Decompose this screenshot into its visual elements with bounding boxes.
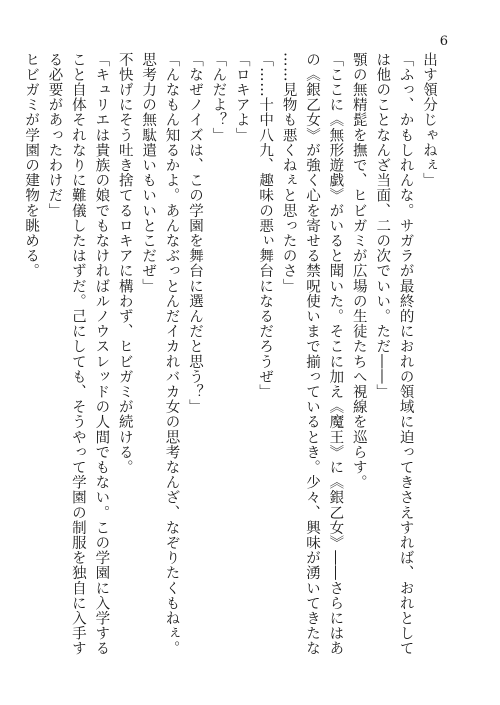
text-line: 「ロキアよ」 [233,52,250,143]
text-line: こと自体それなりに難儀したはずだ。己にしても、そうやって学園の制服を独自に入手す [69,52,86,656]
text-line: 「……十中八九、趣味の悪ぃ舞台になるだろうぜ」 [257,52,274,400]
text-line: 思考力の無駄遣いもいいとこだぜ」 [140,52,157,294]
text-line: 「ふっ、かもしれんな。サガラが最終的におれの領域に迫ってきさえすれば、おれとして [397,52,414,656]
text-line: 顎の無精髭を撫で、ヒビガミが広場の生徒たちへ視線を巡らす。 [350,52,367,490]
vertical-text-body [19,52,440,672]
text-line: 「なぜノイズは、この学園を舞台に選んだと思う？」 [186,52,203,415]
text-line: 出す領分じゃねぇ」 [421,52,437,188]
text-line: 「んなもん知るかよ。あんなぶっとんだイカれバカ女の思考なんざ、なぞりたくもねぇ。 [163,52,180,656]
text-line: 「ここに《無形遊戯》がいると聞いた。そこに加え《魔王》に《銀乙女》――さらにはあ [327,52,344,656]
text-line: 「んだよ？」 [210,52,227,143]
text-line: 不快げにそう吐き捨てるロキアに構わず、ヒビガミが続ける。 [116,52,133,475]
text-line: 「キュリエは貴族の娘でもなければルノウスレッドの人間でもない。この学園に入学する [93,52,110,656]
text-line: の《銀乙女》が強く心を寄せる禁呪使いまで揃っているとき。少々、興味が湧いてきたな [303,52,320,656]
text-line: ……見物も悪くねぇと思ったのさ」 [280,52,297,294]
text-line: は他のことなんざ当面、二の次でいい。ただ――」 [374,52,391,400]
text-line: る必要があったわけだ」 [46,52,63,219]
page-number: 6 [439,34,448,49]
text-line: ヒビガミが学園の建物を眺める。 [23,52,40,279]
